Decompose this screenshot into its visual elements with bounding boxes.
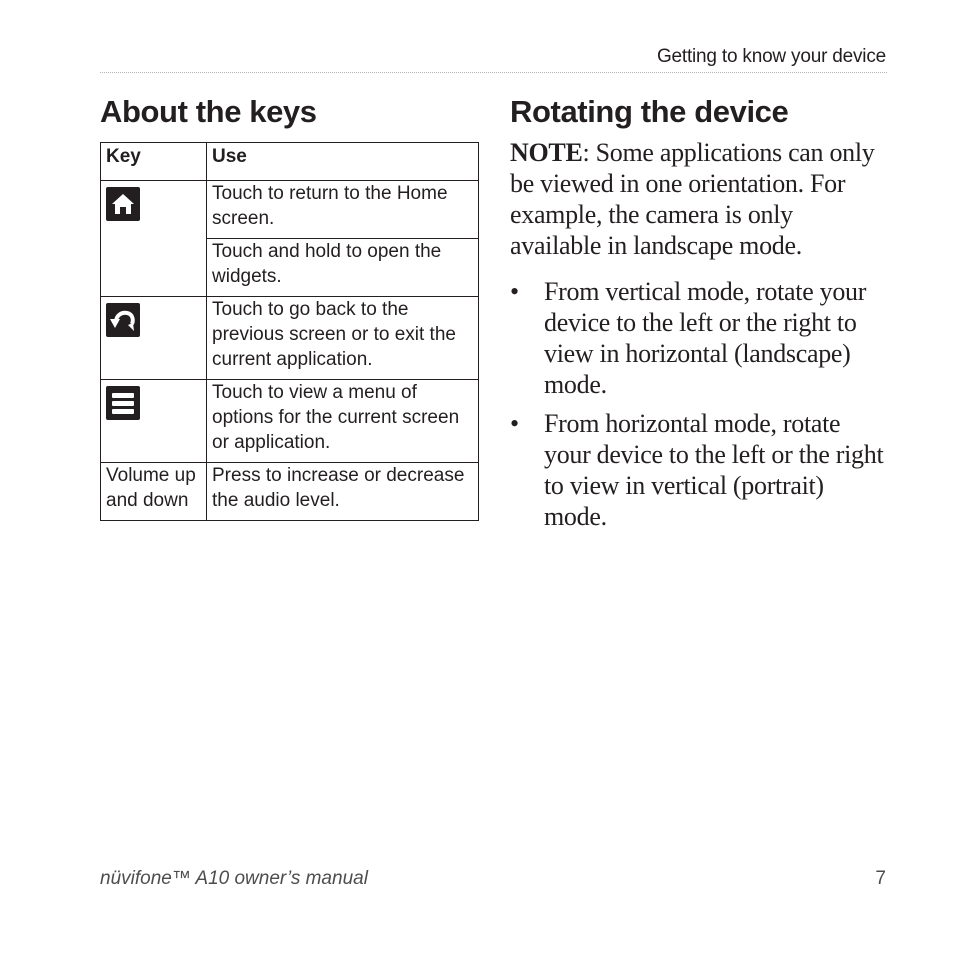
key-cell-back — [101, 297, 207, 380]
table-row — [101, 181, 479, 239]
key-cell-menu — [101, 380, 207, 463]
bullet-icon: • — [510, 277, 519, 306]
column-header-key: Key — [101, 143, 207, 181]
note-paragraph — [510, 137, 890, 261]
use-cell: Press to increase or decrease the audio level. — [207, 463, 479, 521]
use-cell: Touch to view a menu of options for the current screen or application. — [207, 380, 479, 463]
keys-table — [100, 142, 479, 521]
section-title-rotating: Rotating the device — [510, 94, 789, 129]
menu-icon — [106, 386, 140, 420]
running-header: Getting to know your device — [656, 46, 886, 67]
rotation-instructions — [510, 276, 890, 540]
list-item — [510, 276, 890, 400]
use-cell: Touch to go back to the previous screen or to exit the current application. — [207, 297, 479, 380]
key-cell-home — [101, 181, 207, 297]
table-row — [101, 380, 479, 463]
section-title-keys: About the keys — [100, 94, 317, 129]
table-header-row — [101, 143, 479, 181]
home-icon — [106, 187, 140, 221]
list-item — [510, 408, 890, 532]
column-header-use: Use — [207, 143, 479, 181]
use-cell: Touch to return to the Home screen. — [207, 181, 479, 239]
footer-manual-title: nüvifone™ A10 owner’s manual — [100, 868, 368, 889]
note-text: : Some applications can only be viewed in one orientation. For example, the camera is only available in landscape mode. — [510, 138, 875, 260]
note-label: NOTE — [510, 138, 583, 167]
bullet-icon: • — [510, 409, 519, 438]
page-number: 7 — [875, 868, 886, 889]
back-icon — [106, 303, 140, 337]
use-cell: Touch and hold to open the widgets. — [207, 239, 479, 297]
list-item-text: From horizontal mode, rotate your device to the left or the right to view in vertical (portrait) mode. — [544, 409, 884, 531]
key-cell-volume: Volume up and down — [101, 463, 207, 521]
list-item-text: From vertical mode, rotate your device to the left or the right to view in horizontal (landscape) mode. — [544, 277, 867, 399]
table-row — [101, 463, 479, 521]
header-divider — [100, 72, 887, 73]
table-row — [101, 297, 479, 380]
